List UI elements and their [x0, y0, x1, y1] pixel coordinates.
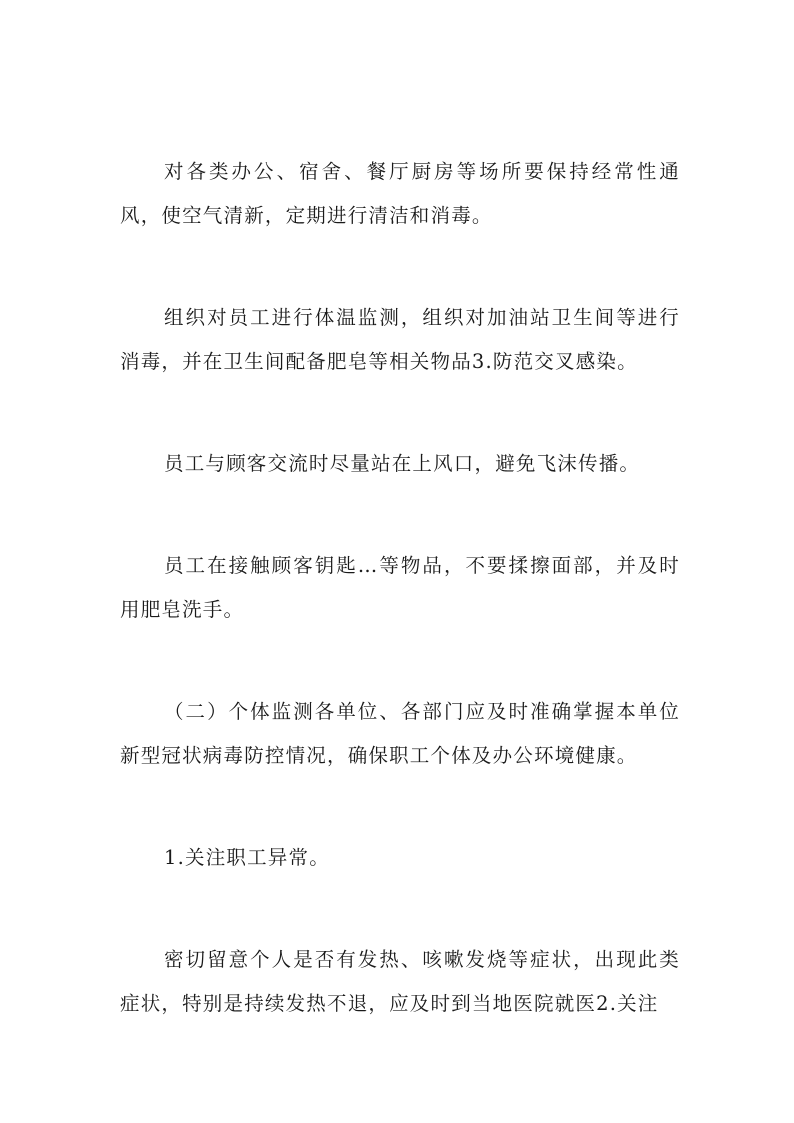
paragraph-temperature-monitoring: 组织对员工进行体温监测，组织对加油站卫生间等进行消毒，并在卫生间配备肥皂等相关物品3.防范交叉感染。 [120, 306, 680, 373]
paragraph-upwind: 员工与顾客交流时尽量站在上风口，避免飞沫传播。 [164, 452, 641, 475]
paragraph-handwashing: 员工在接触顾客钥匙…等物品，不要揉擦面部，并及时用肥皂洗手。 [120, 554, 680, 621]
paragraph-individual-monitoring: （二）个体监测各单位、各部门应及时准确掌握本单位新型冠状病毒防控情况，确保职工个体及办公环境健康。 [120, 700, 680, 767]
paragraph-symptoms: 密切留意个人是否有发热、咳嗽发烧等症状，出现此类症状，特别是持续发热不退，应及时到当地医院就医2.关注 [120, 948, 680, 1015]
paragraph-ventilation: 对各类办公、宿舍、餐厅厨房等场所要保持经常性通风，使空气清新，定期进行清洁和消毒。 [120, 160, 680, 227]
paragraph-heading-staff-abnormal: 1.关注职工异常。 [164, 846, 330, 869]
